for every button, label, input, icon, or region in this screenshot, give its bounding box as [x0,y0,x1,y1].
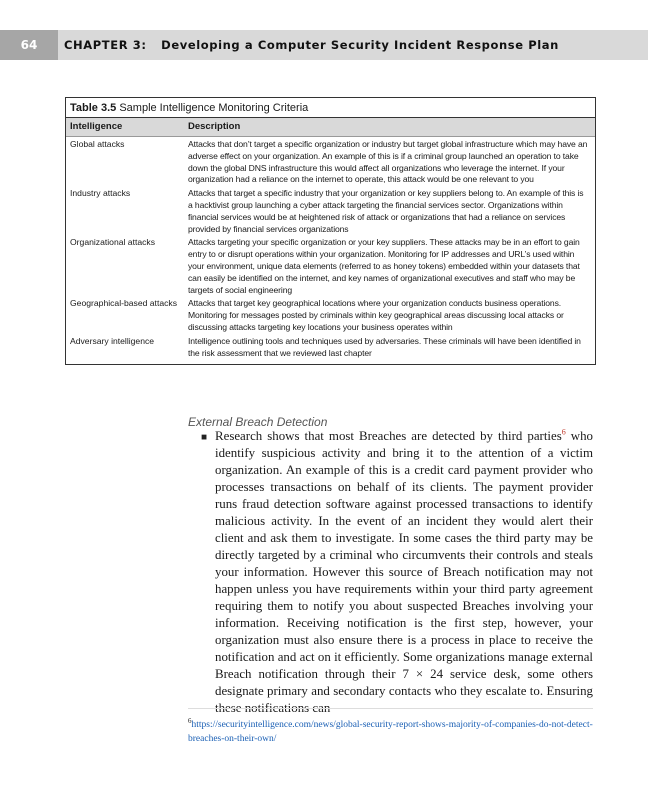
table-row [66,137,595,186]
paragraph-text-start: Research shows that most Breaches are detected by third parties [215,429,562,443]
cell-intelligence: Global attacks [70,139,125,149]
cell-description: Attacks that target key geographical locations where your organization conducts business operations. Monitoring for messages posted by criminals within key geographical areas discussing local attacks or discussing attacks targeting key locations your business operates within [188,298,564,332]
table-row [66,186,595,235]
table-header-row [66,118,595,137]
bullet-square-icon: ■ [201,432,208,443]
cell-description: Attacks targeting your specific organization or your key suppliers. These attacks may be in an effort to gain entry to or disrupt operations within your organization. Monitoring for IP addresses and URL’s used within your environment, unique data elements (referred to as honey tokens) embedded within your datasets that can easily be identified on the internet, and key names of organizational executives and staff who may be targets of social engineering [188,237,580,295]
table-row [66,235,595,296]
table-row [66,296,595,333]
intelligence-table [65,97,596,365]
footnote-link[interactable]: https://securityintelligence.com/news/global-security-report-shows-majority-of-companies-do-not-detect-breaches-on-their-own/ [188,720,593,745]
column-header-intelligence: Intelligence [70,121,123,132]
footnote-number: 6 [188,717,192,725]
cell-description: Attacks that don’t target a specific organization or industry but target global infrastructure which may have an adverse effect on your organization. An example of this is if a criminal group launched an operation to take down the global DNS infrastructure this would affect all organizations who leverage the internet. If your organization had a reliance on the internet to operate, this attack would be one relevant to you [188,139,588,185]
column-header-description: Description [188,121,241,132]
chapter-label: CHAPTER 3: [64,38,147,52]
footnote-divider [188,708,593,709]
body-paragraph [215,427,593,715]
cell-intelligence: Industry attacks [70,188,131,199]
table-caption [66,98,595,118]
footnote-reference[interactable]: 6 [561,427,566,437]
chapter-title: Developing a Computer Security Incident Response Plan [161,38,559,52]
running-header [0,30,648,60]
cell-description: Intelligence outlining tools and techniques used by adversaries. These criminals will have been identified in the risk assessment that we reviewed last chapter [188,335,581,358]
table-row [66,334,595,365]
running-head-title [64,30,559,60]
page-number: 64 [0,30,58,60]
paragraph-text-rest: who identify suspicious activity and bring it to the attention of a victim organization. An example of this is a credit card payment provider who processes transactions on behalf of its clients. The payment provider runs fraud detection software against processed transactions to identify malicious activity. In the event of an incident they would alert their client and ask them to investigate. In some cases the third party may be directly targeted by a criminal who circumvents their controls and steals your information. However this source of Breach notification may not happen unless you have requirements within your third party agreement requiring them to notify you about suspected Breaches involving your information. Receiving notification is the first step, however, your organization must also ensure there is a process in place to receive the notification and act on it efficiently. Some organizations manage external Breach notification through their 7 × 24 service desk, some others designate primary and secondary contacts who they escalate to. Ensuring these notifications can [215,429,593,715]
footnote [188,714,593,746]
cell-intelligence: Organizational attacks [70,237,156,248]
section-heading: External Breach Detection [188,415,328,429]
table-caption-label: Table 3.5 [70,102,117,114]
cell-description: Attacks that target a specific industry that your organization or key suppliers belong to. An example of this is a hacktivist group launching a cyber attack targeting the financial services sector. Organizations within financial services would be at heightened risk of attack or organizations that had a reliance on services provided by financial services organizations [188,188,584,234]
cell-intelligence: Adversary intelligence [70,335,155,346]
table-caption-text: Sample Intelligence Monitoring Criteria [119,102,309,114]
cell-intelligence: Geographical-based attacks [70,298,178,309]
